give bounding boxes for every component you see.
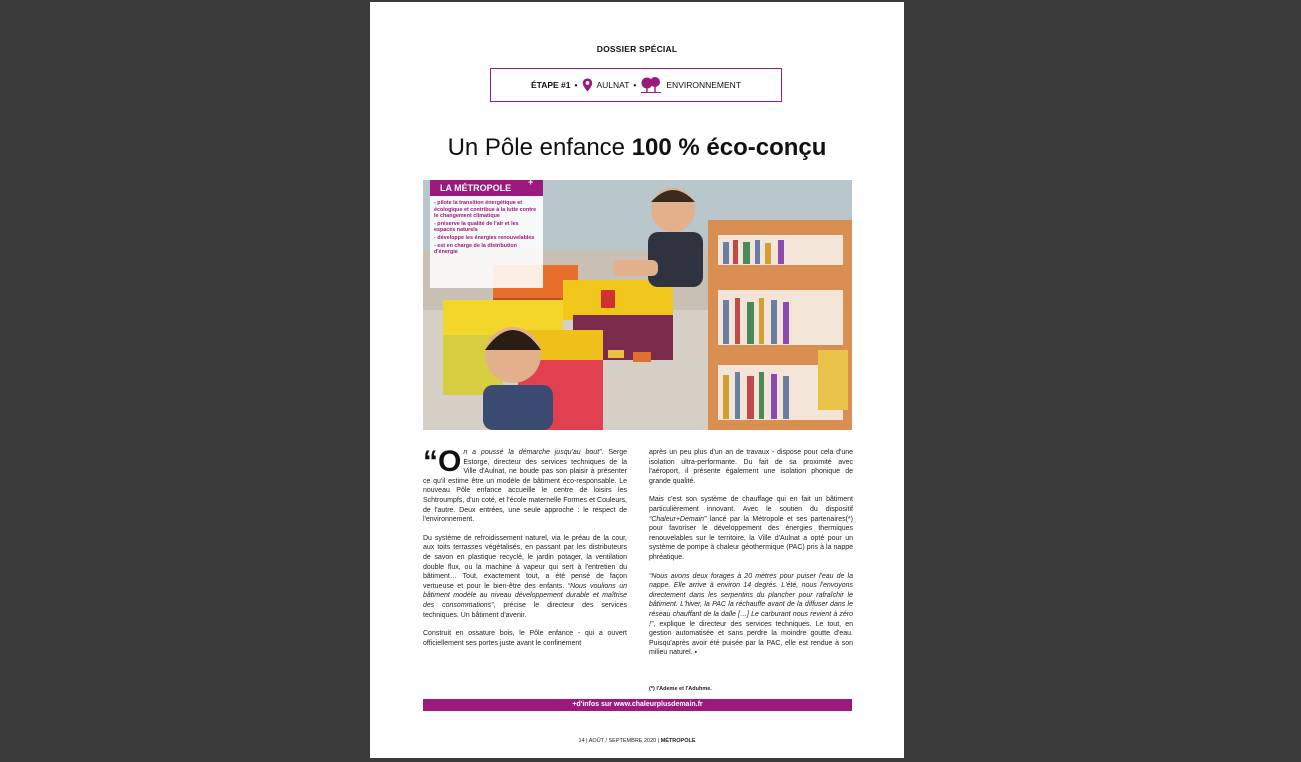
- quote-text: n a poussé la démarche jusqu'au bout”.: [463, 449, 604, 456]
- paragraph-text: Du système de refroidissement naturel, via le préau de la cour, aux toits terrasses végétalisés, en passant par les distributeurs de savon en plastique recyclé, le jardin potager, la ventilation double flux, ou la machine à vapeur qui sert à l'entretien du bâtiment… Tout, exactement tout, a été pensé de façon vertueuse et pour le bien-être des enfants.: [423, 534, 627, 590]
- more-info-link[interactable]: +d'infos sur www.chaleurplusdemain.fr: [423, 699, 852, 711]
- metropole-list: [434, 200, 540, 257]
- quote-text: “Nous voulions un bâtiment modèle au niveau développement durable et maîtrise des consommations”: [423, 582, 627, 609]
- metropole-info-card: [430, 177, 543, 288]
- paragraph-text: Mais c'est son système de chauffage qui en fait un bâtiment particulièrement innovant. Avec le soutien du dispositif: [649, 496, 853, 513]
- trees-icon: [640, 77, 662, 93]
- stage-step: ÉTAPE #1: [530, 80, 571, 90]
- footnote: (*) l'Ademe et l'Aduhme.: [649, 686, 712, 692]
- paragraph: [423, 534, 627, 620]
- drop-cap: “O: [423, 445, 462, 478]
- title-light: Un Pôle enfance: [447, 134, 632, 161]
- folio-text: 14 | AOÛT / SEPTEMBRE 2020 |: [578, 738, 661, 744]
- quote-text: “Nous avons deux forages à 20 mètres pour puiser l'eau de la nappe. Elle arrive à environ 14 degrés. L'été, nous l'envoyons directement dans les serpentins du plancher pour rafraîchir le bâtiment. L'hiver, la PAC la réchauffe avant de la diffuser dans le réseau chauffant de la dalle […] Le carburant nous revient à zéro !”: [649, 572, 853, 628]
- stage-theme: ENVIRONNEMENT: [666, 80, 742, 90]
- paragraph-text: Serge Estorge, directeur des services techniques de la Ville d'Aulnat, ne boude pas son plaisir à présenter ce qu'il estime être un modèle de bâtiment éco-responsable. Le nouveau Pôle enfance accueille le centre de loisirs les Schtroumpfs, d'un coté, et l'école maternelle Formes et Couleurs, de l'autre. Deux entrées, une seule approche : le respect de l'environnement.: [423, 449, 627, 524]
- article-column-2: [649, 448, 853, 667]
- paragraph: après un peu plus d'un an de travaux - dispose pour cela d'une isolation ultra-performante. Du fait de sa proximité avec l'aéroport, il présente également une isolation phonique de grande qualité.: [649, 449, 853, 485]
- stage-banner: [490, 68, 782, 102]
- paragraph: [649, 495, 853, 562]
- stage-separator: •: [574, 80, 578, 90]
- list-item: - préserve la qualité de l'air et les espaces naturels: [434, 220, 519, 234]
- paragraph-text: , précise le directeur des services techniques. Un bâtiment d'avenir.: [423, 601, 627, 619]
- paragraph-text: , explique le directeur des services techniques. Le tout, en gestion automatisée et sans perdre la moindre goutte d'eau. Puisqu'après avoir été puisée par la PAC, elle est rendue à son milieu naturel. ▪: [649, 620, 853, 657]
- plus-icon: +: [528, 177, 534, 187]
- title-bold: 100 % éco-conçu: [631, 134, 827, 161]
- folio-brand: MÉTROPOLE: [660, 738, 696, 744]
- list-item: - est en charge de la distribution d'énergie: [434, 242, 517, 256]
- paragraph: [423, 445, 627, 525]
- list-item: - développe les énergies renouvelables: [434, 234, 535, 241]
- stage-place: AULNAT: [596, 80, 630, 90]
- metropole-heading: LA MÉTROPOLE: [430, 180, 543, 196]
- paragraph: Construit en ossature bois, le Pôle enfance - qui a ouvert officiellement ses portes juste avant le confinement: [423, 630, 627, 647]
- magazine-page: [370, 2, 904, 758]
- article-column-1: [423, 445, 627, 657]
- section-kicker: DOSSIER SPÉCIAL: [596, 44, 678, 54]
- list-item: - pilote la transition énergétique et écologique et contribue à la lutte contre le changement climatique: [434, 200, 537, 220]
- location-pin-icon: [582, 78, 593, 92]
- paragraph: [649, 572, 853, 658]
- stage-separator: •: [633, 80, 637, 90]
- paragraph-text: lancé par la Métropole et ses partenaires(*) pour favoriser le développement des énergies thermiques renouvelables sur le territoire, la Ville d'Aulnat a opté pour un système de pompe à chaleur géothermique (PAC) pris à la nappe phréatique.: [649, 515, 853, 561]
- quote-text: “Chaleur+Demain”: [649, 515, 707, 523]
- page-folio: [370, 738, 904, 744]
- article-title: [370, 134, 904, 162]
